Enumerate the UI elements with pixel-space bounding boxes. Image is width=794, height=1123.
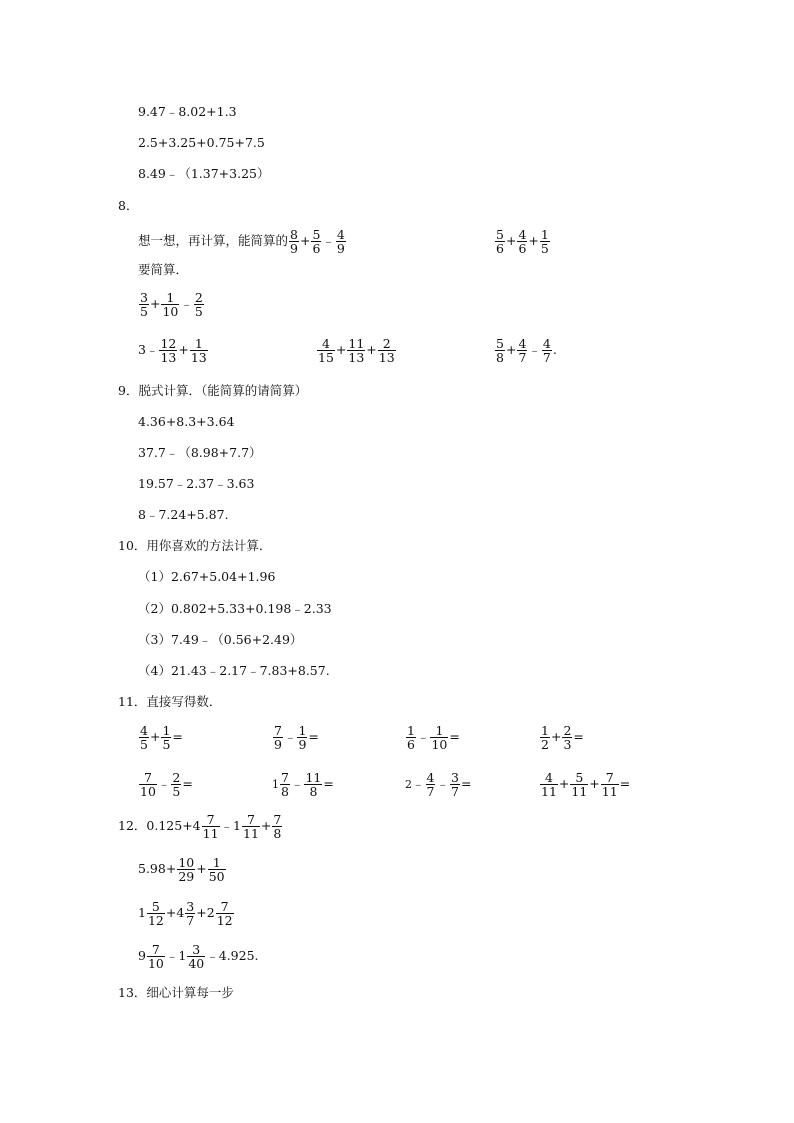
q13-title: 13．细心计算每一步 <box>118 985 234 1000</box>
q10-line-3: （3）7.49﹣（0.56+2.49） <box>138 632 303 647</box>
fraction: $\frac{2}{13}$ <box>378 336 395 365</box>
q10-line-2: （2）0.802+5.33+0.198﹣2.33 <box>138 601 332 616</box>
fraction: $\frac{7}{8}$ <box>273 812 282 841</box>
q8-expr-f: $\frac{5}{8}$ + $\frac{4}{7}$ ﹣ $\frac{4}{7}$ . <box>496 336 557 365</box>
q11-expr-3: $\frac{1}{6}$ ﹣ $\frac{1}{10}$ = <box>407 723 460 752</box>
q8-expr-c: $\frac{3}{5}$ + $\frac{1}{10}$ ﹣ $\frac{2}{5}$ <box>140 290 203 319</box>
fraction: $\frac{5}{11}$ <box>571 770 588 799</box>
fraction: $\frac{7}{10}$ <box>140 770 156 799</box>
q8-prompt: 想一想，再计算，能简算的 <box>138 233 289 248</box>
q9-line-4: 8﹣7.24+5.87. <box>138 507 229 522</box>
fraction: $\frac{5}{6}$ <box>496 227 504 256</box>
q11-expr-6: 1 $\frac{7}{8}$ ﹣ $\frac{11}{8}$ = <box>272 770 334 799</box>
q8-expr-d: 3﹣ $\frac{12}{13}$ + $\frac{1}{13}$ <box>138 336 207 365</box>
q7-line-2: 2.5+3.25+0.75+7.5 <box>138 135 265 150</box>
q7-line-1: 9.47﹣8.02+1.3 <box>138 104 237 119</box>
q12-expr-c: 1 $\frac{5}{12}$ +4 $\frac{3}{7}$ +2 $\frac{7}{12}$ <box>138 899 233 928</box>
q8-number: 8． <box>118 198 139 213</box>
fraction: $\frac{5}{8}$ <box>496 336 504 365</box>
fraction: $\frac{3}{7}$ <box>450 770 459 799</box>
fraction: $\frac{12}{13}$ <box>160 336 177 365</box>
fraction: $\frac{4}{6}$ <box>518 227 527 256</box>
fraction: $\frac{3}{40}$ <box>188 942 205 971</box>
fraction: $\frac{11}{13}$ <box>348 336 365 365</box>
fraction: $\frac{4}{9}$ <box>336 227 345 256</box>
q12-expr-d: 9 $\frac{7}{10}$ ﹣1 $\frac{3}{40}$ ﹣4.925. <box>138 942 259 971</box>
fraction: $\frac{8}{9}$ <box>290 227 298 256</box>
fraction: $\frac{1}{2}$ <box>541 723 549 752</box>
q8-prompt-end: 要简算． <box>138 262 189 277</box>
fraction: $\frac{2}{5}$ <box>194 290 203 319</box>
fraction: $\frac{1}{10}$ <box>162 290 179 319</box>
q12-expr-b: 5.98+ $\frac{10}{29}$ + $\frac{1}{50}$ <box>138 855 225 884</box>
q8-expr-b: $\frac{5}{6}$ + $\frac{4}{6}$ + $\frac{1}{5}$ <box>496 227 549 256</box>
fraction: $\frac{7}{11}$ <box>202 812 219 841</box>
q11-expr-7: 2﹣ $\frac{4}{7}$ ﹣ $\frac{3}{7}$ = <box>405 770 472 799</box>
q10-line-4: （4）21.43﹣2.17﹣7.83+8.57. <box>138 663 330 678</box>
fraction: $\frac{4}{15}$ <box>318 336 334 365</box>
fraction: $\frac{4}{7}$ <box>518 336 527 365</box>
q12-expr-a: 12．0.125+4 $\frac{7}{11}$ ﹣1 $\frac{7}{11}$ + $\frac{7}{8}$ <box>118 812 282 841</box>
fraction: $\frac{4}{5}$ <box>140 723 148 752</box>
fraction: $\frac{1}{50}$ <box>208 855 225 884</box>
fraction: $\frac{3}{5}$ <box>140 290 148 319</box>
fraction: $\frac{4}{11}$ <box>541 770 557 799</box>
q9-title: 9．脱式计算．（能简算的请简算） <box>118 383 308 398</box>
fraction: $\frac{1}{13}$ <box>190 336 207 365</box>
q11-expr-8: $\frac{4}{11}$ + $\frac{5}{11}$ + $\frac{7}{11}$ = <box>541 770 631 799</box>
q11-expr-4: $\frac{1}{2}$ + $\frac{2}{3}$ = <box>541 723 584 752</box>
q11-expr-2: $\frac{7}{9}$ ﹣ $\frac{1}{9}$ = <box>274 723 319 752</box>
q9-line-3: 19.57﹣2.37﹣3.63 <box>138 476 255 491</box>
q11-title: 11．直接写得数． <box>118 694 222 709</box>
fraction: $\frac{7}{11}$ <box>601 770 618 799</box>
fraction: $\frac{4}{7}$ <box>426 770 435 799</box>
fraction: $\frac{1}{5}$ <box>162 723 171 752</box>
fraction: $\frac{1}{10}$ <box>431 723 448 752</box>
fraction: $\frac{3}{7}$ <box>186 899 195 928</box>
fraction: $\frac{1}{6}$ <box>407 723 415 752</box>
fraction: $\frac{2}{5}$ <box>172 770 181 799</box>
fraction: $\frac{1}{9}$ <box>298 723 307 752</box>
fraction: $\frac{4}{7}$ <box>542 336 551 365</box>
fraction: $\frac{10}{29}$ <box>178 855 195 884</box>
q9-line-1: 4.36+8.3+3.64 <box>138 414 235 429</box>
fraction: $\frac{7}{8}$ <box>281 770 289 799</box>
fraction: $\frac{2}{3}$ <box>563 723 572 752</box>
fraction: $\frac{7}{12}$ <box>216 899 233 928</box>
q9-line-2: 37.7﹣（8.98+7.7） <box>138 445 262 460</box>
q10-line-1: （1）2.67+5.04+1.96 <box>138 569 276 584</box>
fraction: $\frac{11}{8}$ <box>305 770 322 799</box>
q8-expr-e: $\frac{4}{15}$ + $\frac{11}{13}$ + $\frac{2}{13}$ <box>318 336 395 365</box>
q10-title: 10．用你喜欢的方法计算． <box>118 538 272 553</box>
fraction: $\frac{7}{11}$ <box>243 812 259 841</box>
q8-expr-a: 想一想，再计算，能简算的 $\frac{8}{9}$ + $\frac{5}{6}$ ﹣ $\frac{4}{9}$ <box>138 227 345 256</box>
fraction: $\frac{7}{10}$ <box>147 942 164 971</box>
q11-expr-1: $\frac{4}{5}$ + $\frac{1}{5}$ = <box>140 723 183 752</box>
fraction: $\frac{5}{6}$ <box>312 227 321 256</box>
q11-expr-5: $\frac{7}{10}$ ﹣ $\frac{2}{5}$ = <box>140 770 193 799</box>
fraction: $\frac{1}{5}$ <box>540 227 549 256</box>
fraction: $\frac{7}{9}$ <box>274 723 282 752</box>
q7-line-3: 8.49﹣（1.37+3.25） <box>138 166 270 181</box>
fraction: $\frac{5}{12}$ <box>147 899 164 928</box>
